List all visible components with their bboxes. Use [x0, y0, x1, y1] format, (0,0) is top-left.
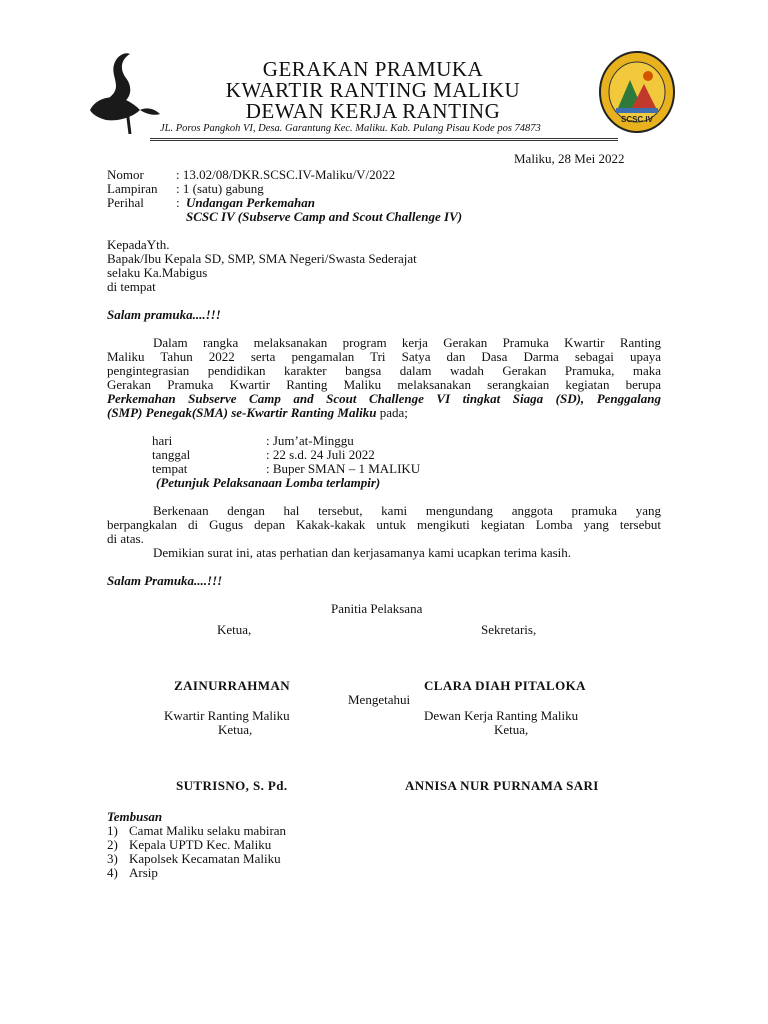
tembusan-item	[107, 823, 287, 838]
body-p1-line-6-bold: (SMP) Penegak(SMA) se-Kwartir Ranting Maliku	[107, 405, 377, 420]
tembusan-title: Tembusan	[107, 809, 163, 824]
header-divider-2	[150, 140, 618, 141]
tembusan-text: Kepala UPTD Kec. Maliku	[129, 837, 272, 852]
chair-name: ZAINURRAHMAN	[174, 678, 291, 693]
tempat-label: tempat	[152, 461, 188, 476]
body-p2-line-3: di atas.	[107, 531, 144, 546]
tembusan-item	[107, 865, 158, 880]
hari-label: hari	[152, 433, 173, 448]
header-org-name: GERAKAN PRAMUKA	[262, 57, 484, 81]
committee-label: Panitia Pelaksana	[331, 601, 423, 616]
tanggal-label: tanggal	[152, 447, 191, 462]
perihal-value-2: SCSC IV (Subserve Camp and Scout Challenge IV)	[186, 209, 463, 224]
hari-value: : Jum’at-Minggu	[266, 433, 354, 448]
recipient-line-2: Bapak/Ibu Kepala SD, SMP, SMA Negeri/Swasta Sederajat	[107, 251, 417, 266]
lampiran-value: : 1 (satu) gabung	[176, 181, 264, 196]
tembusan-item	[107, 851, 281, 866]
kwarran-role: Ketua,	[218, 722, 253, 737]
scsc-iv-logo	[598, 50, 676, 134]
tanggal-value: : 22 s.d. 24 Juli 2022	[266, 447, 375, 462]
dkr-chair-name: ANNISA NUR PURNAMA SARI	[405, 778, 599, 793]
body-p1-line-3: pengintegrasian pendidikan karakter bangsa dalam wadah Gerakan Pramuka, maka	[107, 363, 661, 378]
body-p2-line-2: berpangkalan di Gugus depan Kakak-kakak untuk mengikuti kegiatan Lomba yang tersebut	[107, 517, 661, 532]
letter-date: Maliku, 28 Mei 2022	[514, 151, 625, 166]
tembusan-num: 1)	[107, 823, 118, 838]
juklak-note: (Petunjuk Pelaksanaan Lomba terlampir)	[156, 475, 381, 490]
header-divider	[150, 138, 618, 139]
recipient-line-1: KepadaYth.	[107, 237, 170, 252]
header-address: JL. Poros Pangkoh VI, Desa. Garantung Kec. Maliku. Kab. Pulang Pisau Kode pos 74873	[160, 123, 541, 134]
dkr-org: Dewan Kerja Ranting Maliku	[424, 708, 579, 723]
body-p1-line-6-tail: pada;	[376, 405, 408, 420]
body-p2-line-1: Berkenaan dengan hal tersebut, kami mengundang anggota pramuka yang	[153, 503, 661, 518]
closing-greeting: Salam Pramuka....!!!	[107, 573, 223, 588]
header-council-name: DEWAN KERJA RANTING	[245, 99, 501, 123]
body-p1-line-2: Maliku Tahun 2022 serta pengamalan Tri Satya dan Dasa Darma sebagai upaya	[107, 349, 661, 364]
kwarran-chair-name: SUTRISNO, S. Pd.	[176, 778, 288, 793]
body-p1-line-5: Perkemahan Subserve Camp and Scout Challenge VI tingkat Siaga (SD), Penggalang	[107, 391, 661, 406]
tembusan-num: 2)	[107, 837, 118, 852]
body-p3: Demikian surat ini, atas perhatian dan kerjasamanya kami ucapkan terima kasih.	[153, 545, 572, 560]
secretary-role: Sekretaris,	[481, 622, 537, 637]
body-p1-line-4: Gerakan Pramuka Kwartir Ranting Maliku melaksanakan serangkaian kegiatan berupa	[107, 377, 661, 392]
chair-role: Ketua,	[217, 622, 252, 637]
body-p1-line-1: Dalam rangka melaksanakan program kerja Gerakan Pramuka Kwartir Ranting	[153, 335, 661, 350]
body-p1-line-6	[107, 405, 408, 420]
header-kwartir-name: KWARTIR RANTING MALIKU	[225, 78, 521, 102]
greeting: Salam pramuka....!!!	[107, 307, 221, 322]
tembusan-num: 3)	[107, 851, 118, 866]
tempat-value: : Buper SMAN – 1 MALIKU	[266, 461, 421, 476]
perihal-colon: :	[176, 195, 180, 210]
perihal-value-1: Undangan Perkemahan	[186, 195, 315, 210]
perihal-label: Perihal	[107, 195, 144, 210]
tunas-kelapa-logo	[86, 50, 162, 134]
lampiran-label: Lampiran	[107, 181, 158, 196]
tembusan-text: Kapolsek Kecamatan Maliku	[129, 851, 281, 866]
nomor-label: Nomor	[107, 167, 144, 182]
scsc-logo-text: SCSC IV	[620, 115, 654, 124]
tembusan-text: Arsip	[129, 865, 158, 880]
nomor-value: : 13.02/08/DKR.SCSC.IV-Maliku/V/2022	[176, 167, 396, 182]
kwarran-org: Kwartir Ranting Maliku	[164, 708, 290, 723]
dkr-role: Ketua,	[494, 722, 529, 737]
tembusan-text: Camat Maliku selaku mabiran	[129, 823, 287, 838]
secretary-name: CLARA DIAH PITALOKA	[424, 678, 586, 693]
tembusan-item	[107, 837, 272, 852]
recipient-line-3: selaku Ka.Mabigus	[107, 265, 208, 280]
recipient-line-4: di tempat	[107, 279, 156, 294]
tembusan-num: 4)	[107, 865, 118, 880]
mengetahui-label: Mengetahui	[348, 692, 411, 707]
